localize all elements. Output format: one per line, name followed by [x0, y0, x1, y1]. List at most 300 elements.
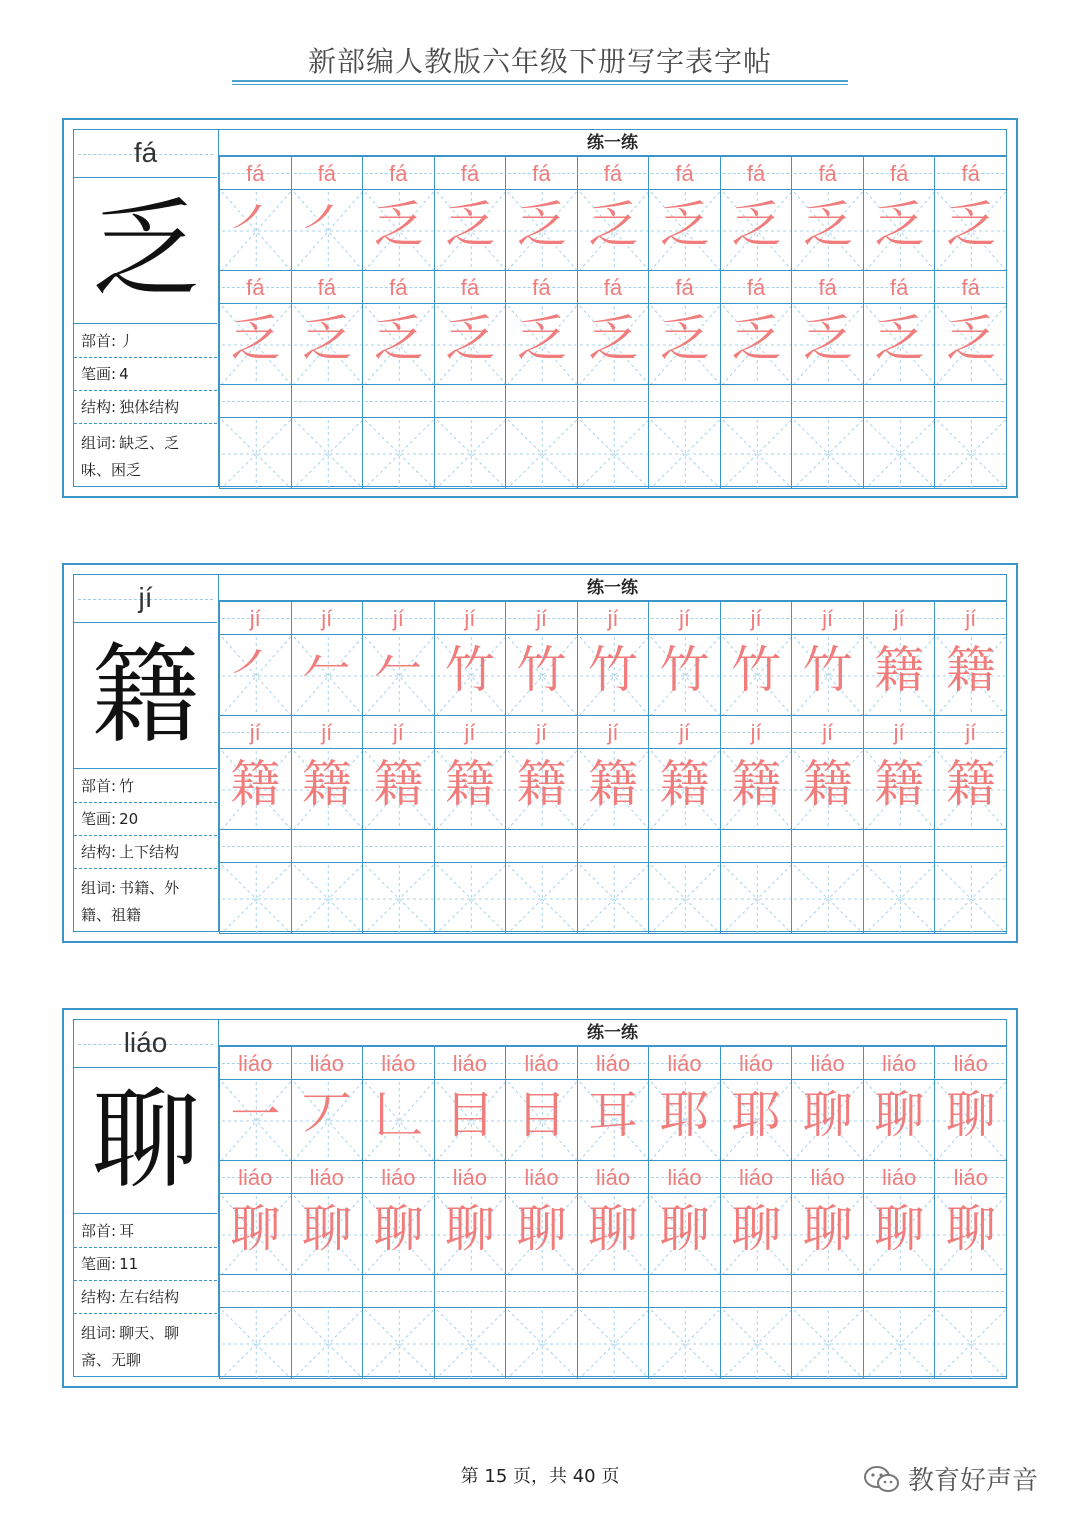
pinyin-cell — [648, 601, 721, 635]
trace-character: ㇒ — [301, 196, 352, 254]
writing-cell — [577, 1193, 650, 1275]
trace-pinyin: jí — [607, 606, 619, 631]
pinyin-cell — [720, 601, 793, 635]
tian-grid — [649, 1308, 721, 1379]
writing-cell — [291, 862, 364, 934]
pinyin-cell — [934, 1160, 1007, 1194]
pinyin-cell — [791, 270, 864, 304]
trace-pinyin: jí — [965, 720, 977, 745]
tian-grid — [292, 418, 364, 489]
trace-character: 乏 — [874, 196, 925, 254]
pinyin-cell[interactable] — [863, 384, 936, 418]
pinyin-cell[interactable] — [577, 1274, 650, 1308]
radical-info — [74, 775, 217, 796]
trace-pinyin: liáo — [452, 1165, 488, 1190]
writing-cell — [434, 1079, 507, 1161]
writing-cell — [362, 1079, 435, 1161]
writing-cell — [648, 634, 721, 716]
tian-grid — [578, 1308, 650, 1379]
trace-pinyin: fá — [961, 275, 980, 300]
writing-cell — [291, 189, 364, 271]
pinyin-cell[interactable] — [648, 1274, 721, 1308]
writing-cell — [934, 862, 1007, 934]
pinyin-cell — [219, 156, 292, 190]
pinyin-cell[interactable] — [505, 829, 578, 863]
trace-pinyin: fá — [746, 161, 766, 186]
trace-pinyin: fá — [532, 161, 551, 186]
char-info-panel — [74, 1020, 219, 1376]
writing-cell — [648, 862, 721, 934]
trace-pinyin: fá — [746, 275, 766, 300]
trace-pinyin: liáo — [667, 1051, 702, 1076]
practice-header: 练一练 — [219, 575, 1006, 601]
pinyin-cell[interactable] — [934, 384, 1007, 418]
wechat-icon — [862, 1464, 902, 1494]
writing-cell — [219, 303, 292, 385]
practice-grid — [219, 130, 1006, 486]
stroke-count-info-label: 笔画: — [81, 365, 117, 383]
stroke-count-info-label: 笔画: — [81, 1255, 117, 1273]
watermark — [862, 1460, 1038, 1497]
trace-character: 乏 — [301, 310, 352, 368]
pinyin-cell — [434, 1046, 507, 1080]
writing-cell — [577, 1079, 650, 1161]
trace-character: 籍 — [373, 755, 424, 813]
pinyin-cell — [362, 1160, 435, 1194]
words-line-2: 籍、祖籍 — [81, 906, 142, 924]
stroke-count-info — [74, 808, 217, 829]
pinyin-cell — [362, 1046, 435, 1080]
trace-character: 目 — [444, 1086, 495, 1144]
trace-pinyin: jí — [392, 720, 404, 745]
pinyin-cell — [648, 1046, 721, 1080]
writing-cell — [434, 634, 507, 716]
title-underline-thin — [232, 84, 848, 85]
pinyin-cell[interactable] — [720, 384, 793, 418]
pinyin-cell — [219, 1160, 292, 1194]
radical-info-value: 耳 — [119, 1222, 135, 1240]
writing-cell — [720, 862, 793, 934]
trace-pinyin: jí — [822, 720, 834, 745]
trace-pinyin: fá — [961, 161, 980, 186]
words-info-label: 组词: — [81, 434, 117, 452]
writing-cell — [791, 748, 864, 830]
trace-character: 乏 — [516, 310, 567, 368]
page-number: 第 15 页，共 40 页 — [460, 1466, 620, 1487]
pinyin-cell — [362, 156, 435, 190]
pinyin-cell — [577, 601, 650, 635]
tian-grid — [220, 863, 292, 934]
pinyin-cell[interactable] — [362, 384, 435, 418]
writing-cell — [934, 189, 1007, 271]
writing-cell — [219, 1193, 292, 1275]
writing-cell — [219, 634, 292, 716]
trace-character: 籍 — [945, 641, 996, 699]
pinyin-cell — [720, 156, 793, 190]
trace-pinyin: jí — [464, 606, 476, 631]
writing-cell — [505, 189, 578, 271]
pinyin-cell[interactable] — [577, 829, 650, 863]
writing-cell — [434, 748, 507, 830]
writing-cell — [934, 1079, 1007, 1161]
pinyin-cell[interactable] — [219, 1274, 292, 1308]
trace-character: 籍 — [874, 641, 925, 699]
pinyin-cell — [434, 715, 507, 749]
words-line-1: 书籍、外 — [119, 879, 180, 897]
trace-pinyin: jí — [822, 606, 834, 631]
tian-grid — [864, 418, 936, 489]
card-inner — [73, 574, 1007, 932]
stroke-count-info-value: 11 — [119, 1255, 139, 1273]
writing-cell — [934, 634, 1007, 716]
trace-pinyin: jí — [321, 720, 333, 745]
stroke-count-info — [74, 1253, 217, 1274]
pinyin-cell — [434, 270, 507, 304]
tian-grid — [363, 1308, 435, 1379]
pinyin-cell — [791, 601, 864, 635]
structure-info-value: 独体结构 — [119, 398, 180, 416]
pinyin-cell[interactable] — [505, 384, 578, 418]
pinyin-cell — [934, 270, 1007, 304]
writing-cell — [362, 303, 435, 385]
pinyin-cell — [934, 1046, 1007, 1080]
tian-grid — [506, 863, 578, 934]
trace-pinyin: liáo — [810, 1165, 845, 1190]
tian-grid — [363, 418, 435, 489]
pinyin-cell — [863, 270, 936, 304]
words-line-2: 味、困乏 — [81, 461, 142, 479]
pinyin-cell — [434, 601, 507, 635]
main-pinyin — [74, 1020, 217, 1068]
trace-pinyin: jí — [607, 720, 619, 745]
trace-character: 聊 — [516, 1200, 567, 1258]
writing-cell — [577, 748, 650, 830]
writing-cell — [362, 417, 435, 489]
writing-cell — [934, 303, 1007, 385]
trace-pinyin: liáo — [953, 1051, 988, 1076]
main-character: 籍 — [74, 623, 217, 769]
trace-pinyin: jí — [321, 606, 333, 631]
trace-pinyin: liáo — [882, 1051, 917, 1076]
trace-pinyin: liáo — [595, 1051, 631, 1076]
trace-character: 乏 — [945, 310, 996, 368]
pinyin-cell[interactable] — [434, 384, 507, 418]
trace-character: 乏 — [731, 310, 782, 368]
pinyin-cell — [791, 1160, 864, 1194]
tian-grid — [935, 863, 1007, 934]
pinyin-cell — [362, 601, 435, 635]
pinyin-cell — [219, 270, 292, 304]
pinyin-cell — [219, 1046, 292, 1080]
tian-grid — [506, 418, 578, 489]
trace-pinyin: fá — [889, 275, 909, 300]
radical-info-label: 部首: — [81, 1222, 117, 1240]
words-line-1: 聊天、聊 — [119, 1324, 180, 1342]
writing-cell — [791, 1079, 864, 1161]
char-info-panel — [74, 575, 219, 931]
writing-cell — [648, 1079, 721, 1161]
writing-cell — [219, 189, 292, 271]
trace-character: 籍 — [659, 755, 710, 813]
pinyin-cell[interactable] — [291, 829, 364, 863]
pinyin-cell[interactable] — [291, 1274, 364, 1308]
tian-grid — [649, 418, 721, 489]
words-line-1: 缺乏、乏 — [119, 434, 180, 452]
pinyin-cell — [863, 156, 936, 190]
writing-cell — [863, 1307, 936, 1379]
trace-character: 乏 — [230, 310, 281, 368]
tian-grid — [435, 863, 507, 934]
pinyin-cell — [577, 1160, 650, 1194]
writing-cell — [791, 417, 864, 489]
writing-cell — [362, 1307, 435, 1379]
trace-character: 乏 — [802, 196, 853, 254]
trace-character: 乏 — [945, 196, 996, 254]
trace-pinyin: jí — [535, 606, 547, 631]
main-pinyin — [74, 130, 217, 178]
pinyin-cell[interactable] — [505, 1274, 578, 1308]
trace-pinyin: liáo — [452, 1051, 488, 1076]
pinyin-cell[interactable] — [791, 829, 864, 863]
structure-info — [74, 1286, 217, 1307]
writing-cell — [291, 1307, 364, 1379]
writing-cell — [505, 1079, 578, 1161]
trace-character: 籍 — [731, 755, 782, 813]
trace-pinyin: fá — [460, 161, 480, 186]
pinyin-cell — [505, 1046, 578, 1080]
tian-grid — [721, 863, 793, 934]
trace-character: 乏 — [659, 196, 710, 254]
writing-cell — [577, 1307, 650, 1379]
structure-info-value: 左右结构 — [119, 1288, 180, 1306]
tian-grid — [864, 863, 936, 934]
trace-character: 乏 — [874, 310, 925, 368]
trace-pinyin: jí — [249, 606, 261, 631]
writing-cell — [505, 417, 578, 489]
tian-grid — [721, 1308, 793, 1379]
tian-grid — [220, 1308, 292, 1379]
trace-pinyin: liáo — [524, 1051, 559, 1076]
tian-grid — [935, 1308, 1007, 1379]
writing-cell — [720, 1193, 793, 1275]
trace-pinyin: liáo — [238, 1051, 273, 1076]
writing-cell — [863, 417, 936, 489]
pinyin-cell — [505, 1160, 578, 1194]
writing-cell — [863, 189, 936, 271]
radical-info — [74, 1220, 217, 1241]
trace-character: 乏 — [373, 196, 424, 254]
pinyin-cell[interactable] — [791, 1274, 864, 1308]
trace-character: 聊 — [659, 1200, 710, 1258]
pinyin-cell — [863, 1046, 936, 1080]
tian-grid — [435, 418, 507, 489]
info-divider — [74, 390, 217, 391]
pinyin-cell — [505, 270, 578, 304]
trace-character: 耶 — [731, 1086, 782, 1144]
trace-character: 𠃊 — [373, 1086, 424, 1144]
writing-cell — [863, 748, 936, 830]
tian-grid — [721, 418, 793, 489]
pinyin-cell[interactable] — [720, 829, 793, 863]
pinyin-cell[interactable] — [219, 829, 292, 863]
structure-info — [74, 396, 217, 417]
pinyin-cell[interactable] — [648, 384, 721, 418]
tian-grid — [792, 1308, 864, 1379]
writing-cell — [434, 1193, 507, 1275]
writing-cell — [648, 303, 721, 385]
writing-cell — [505, 303, 578, 385]
trace-pinyin: jí — [249, 720, 261, 745]
trace-character: 聊 — [230, 1200, 281, 1258]
writing-cell — [863, 1079, 936, 1161]
trace-character: 乏 — [659, 310, 710, 368]
trace-character: 籍 — [802, 755, 853, 813]
writing-cell — [577, 634, 650, 716]
pinyin-cell — [219, 601, 292, 635]
trace-character: 聊 — [945, 1200, 996, 1258]
trace-character: 籍 — [945, 755, 996, 813]
pinyin-cell[interactable] — [791, 384, 864, 418]
trace-character: 籍 — [230, 755, 281, 813]
writing-cell — [577, 417, 650, 489]
structure-info-label: 结构: — [81, 1288, 117, 1306]
writing-cell — [291, 303, 364, 385]
pinyin-cell — [291, 1046, 364, 1080]
pinyin-cell — [505, 601, 578, 635]
stroke-count-info — [74, 363, 217, 384]
trace-pinyin: jí — [392, 606, 404, 631]
pinyin-cell[interactable] — [934, 829, 1007, 863]
pinyin-cell[interactable] — [434, 829, 507, 863]
char-info-panel — [74, 130, 219, 486]
practice-card — [62, 1008, 1018, 1388]
tian-grid — [792, 418, 864, 489]
trace-pinyin: liáo — [381, 1051, 416, 1076]
pinyin-cell[interactable] — [362, 829, 435, 863]
words-info-label: 组词: — [81, 1324, 117, 1342]
trace-pinyin: jí — [965, 606, 977, 631]
main-pinyin-text: liáo — [123, 1027, 168, 1058]
trace-pinyin: fá — [460, 275, 480, 300]
tian-grid — [792, 863, 864, 934]
writing-cell — [291, 634, 364, 716]
writing-cell — [720, 634, 793, 716]
trace-pinyin: fá — [532, 275, 551, 300]
writing-cell — [291, 1193, 364, 1275]
writing-cell — [505, 862, 578, 934]
trace-pinyin: liáo — [524, 1165, 559, 1190]
trace-pinyin: liáo — [595, 1165, 631, 1190]
pinyin-cell — [434, 156, 507, 190]
main-pinyin-text: jí — [138, 582, 153, 613]
pinyin-cell[interactable] — [219, 384, 292, 418]
trace-character: 乏 — [373, 310, 424, 368]
trace-character: 耳 — [587, 1086, 638, 1144]
writing-cell — [720, 303, 793, 385]
writing-cell — [505, 1193, 578, 1275]
writing-cell — [577, 189, 650, 271]
trace-pinyin: jí — [893, 720, 905, 745]
radical-info — [74, 330, 217, 351]
structure-info — [74, 841, 217, 862]
writing-cell — [434, 417, 507, 489]
trace-pinyin: fá — [675, 161, 694, 186]
trace-pinyin: fá — [603, 161, 623, 186]
pinyin-cell[interactable] — [291, 384, 364, 418]
tian-grid — [435, 1308, 507, 1379]
pinyin-cell[interactable] — [863, 829, 936, 863]
pinyin-cell — [505, 156, 578, 190]
writing-cell — [720, 417, 793, 489]
writing-cell — [362, 189, 435, 271]
trace-character: 目 — [516, 1086, 567, 1144]
pinyin-cell[interactable] — [648, 829, 721, 863]
writing-cell — [791, 1193, 864, 1275]
info-divider — [74, 835, 217, 836]
trace-pinyin: liáo — [882, 1165, 917, 1190]
stroke-count-info-value: 4 — [119, 365, 129, 383]
practice-header: 练一练 — [219, 1020, 1006, 1046]
pinyin-cell[interactable] — [434, 1274, 507, 1308]
trace-character: 丆 — [301, 1086, 352, 1144]
pinyin-cell[interactable] — [362, 1274, 435, 1308]
words-info-label: 组词: — [81, 879, 117, 897]
radical-info-value: 丿 — [119, 332, 135, 350]
trace-character: 竹 — [659, 641, 710, 699]
tian-grid — [506, 1308, 578, 1379]
trace-character: 聊 — [874, 1200, 925, 1258]
trace-pinyin: liáo — [810, 1051, 845, 1076]
pinyin-cell[interactable] — [934, 1274, 1007, 1308]
pinyin-cell — [791, 156, 864, 190]
trace-pinyin: fá — [675, 275, 694, 300]
pinyin-cell[interactable] — [577, 384, 650, 418]
pinyin-cell — [934, 156, 1007, 190]
pinyin-cell — [577, 715, 650, 749]
writing-cell — [291, 748, 364, 830]
structure-info-value: 上下结构 — [119, 843, 180, 861]
writing-cell — [863, 303, 936, 385]
trace-character: 聊 — [945, 1086, 996, 1144]
tian-grid — [220, 418, 292, 489]
trace-pinyin: jí — [750, 720, 762, 745]
practice-header: 练一练 — [219, 130, 1006, 156]
writing-cell — [434, 862, 507, 934]
writing-cell — [434, 303, 507, 385]
pinyin-cell — [648, 270, 721, 304]
pinyin-cell — [577, 156, 650, 190]
pinyin-cell[interactable] — [720, 1274, 793, 1308]
trace-pinyin: liáo — [738, 1051, 774, 1076]
trace-pinyin: fá — [818, 275, 837, 300]
trace-pinyin: fá — [818, 161, 837, 186]
trace-pinyin: liáo — [381, 1165, 416, 1190]
tian-grid — [649, 863, 721, 934]
trace-pinyin: jí — [464, 720, 476, 745]
trace-character: 乏 — [587, 310, 638, 368]
trace-character: 聊 — [444, 1200, 495, 1258]
pinyin-cell[interactable] — [863, 1274, 936, 1308]
trace-pinyin: fá — [317, 275, 336, 300]
trace-character: ㇒ — [230, 196, 281, 254]
tian-grid — [864, 1308, 936, 1379]
trace-character: 耶 — [659, 1086, 710, 1144]
writing-cell — [219, 748, 292, 830]
trace-character: 竹 — [587, 641, 638, 699]
writing-cell — [505, 748, 578, 830]
pinyin-cell — [863, 601, 936, 635]
words-info — [74, 875, 217, 929]
